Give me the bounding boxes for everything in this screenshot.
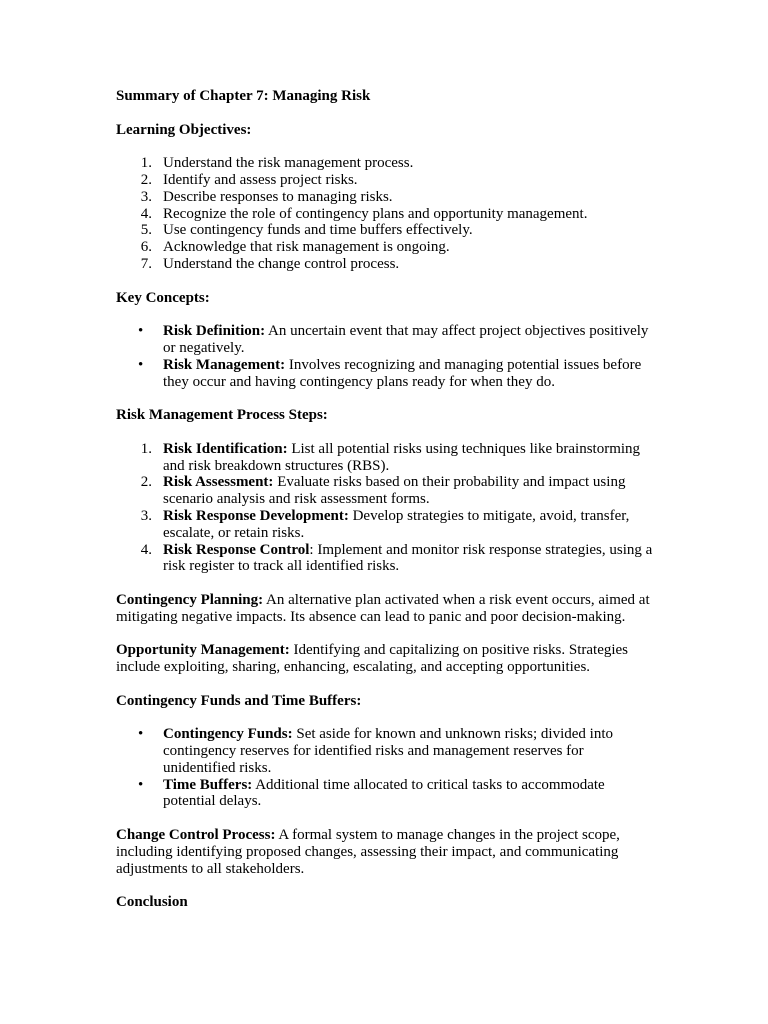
spacer — [116, 877, 656, 894]
funds-buffers-list — [116, 726, 656, 810]
term-description: List all potential risks using techniques like brainstorming and risk breakdown structures (RBS). — [163, 440, 641, 474]
bullet-icon: • — [138, 323, 144, 340]
term-label: Risk Definition: — [163, 323, 266, 340]
list-item — [116, 474, 656, 508]
list-number: 5. — [140, 222, 152, 239]
list-number: 1. — [140, 440, 152, 457]
list-number: 4. — [140, 541, 152, 558]
list-number: 6. — [140, 239, 152, 256]
spacer — [116, 273, 656, 290]
contingency-planning-paragraph — [116, 592, 656, 626]
list-item — [116, 172, 656, 189]
learning-objectives-list — [116, 155, 656, 273]
list-item — [116, 323, 656, 357]
list-number: 3. — [140, 507, 152, 524]
bullet-icon: • — [138, 776, 144, 793]
list-item — [116, 189, 656, 206]
term-description: A formal system to manage changes in the project scope, including identifying proposed changes, assessing their impact, and communicating adjustments to all stakeholders. — [116, 827, 620, 877]
term-description: Develop strategies to mitigate, avoid, transfer, escalate, or retain risks. — [163, 507, 630, 541]
process-steps-list — [116, 441, 656, 575]
list-item-text: Recognize the role of contingency plans and opportunity management. — [163, 205, 588, 222]
spacer — [116, 810, 656, 827]
term-description: Set aside for known and unknown risks; divided into contingency reserves for identified risks and management reserves for unidentified risks. — [163, 726, 613, 776]
bullet-icon: • — [138, 356, 144, 373]
spacer — [116, 306, 656, 323]
list-item — [116, 239, 656, 256]
list-number: 7. — [140, 255, 152, 272]
spacer — [116, 709, 656, 726]
document-title: Summary of Chapter 7: Managing Risk — [116, 88, 371, 104]
spacer — [116, 626, 656, 643]
bullet-icon: • — [138, 726, 144, 743]
term-label: Contingency Planning: — [116, 591, 264, 608]
term-label: Time Buffers: — [163, 776, 253, 793]
conclusion-heading: Conclusion — [116, 894, 188, 911]
term-description: Additional time allocated to critical tasks to accommodate potential delays. — [163, 776, 605, 810]
list-number: 3. — [140, 188, 152, 205]
list-item-text: Understand the risk management process. — [163, 155, 414, 172]
spacer — [116, 105, 656, 122]
list-item-text: Understand the change control process. — [163, 255, 400, 272]
list-item — [116, 222, 656, 239]
term-label: Risk Response Control — [163, 541, 310, 558]
term-label: Risk Identification: — [163, 440, 288, 457]
change-control-paragraph — [116, 827, 656, 877]
spacer — [116, 424, 656, 441]
list-number: 1. — [140, 155, 152, 172]
term-label: Risk Assessment: — [163, 474, 274, 491]
list-item — [116, 441, 656, 475]
term-label: Change Control Process: — [116, 827, 276, 844]
term-description: : Implement and monitor risk response strategies, using a risk register to track all identified risks. — [163, 541, 653, 575]
list-number: 2. — [140, 474, 152, 491]
key-concepts-heading: Key Concepts: — [116, 289, 210, 306]
spacer — [116, 138, 656, 155]
term-description: An alternative plan activated when a risk event occurs, aimed at mitigating negative impacts. Its absence can lead to panic and poor decision-making. — [116, 591, 650, 625]
list-item-text: Acknowledge that risk management is ongoing. — [163, 239, 450, 256]
term-label: Risk Response Development: — [163, 507, 349, 524]
spacer — [116, 575, 656, 592]
process-steps-heading: Risk Management Process Steps: — [116, 407, 328, 424]
list-item — [116, 155, 656, 172]
list-item — [116, 726, 656, 776]
term-label: Opportunity Management: — [116, 642, 290, 659]
list-item-text: Identify and assess project risks. — [163, 171, 358, 188]
opportunity-management-paragraph — [116, 642, 656, 676]
term-label: Risk Management: — [163, 356, 286, 373]
list-item-text: Describe responses to managing risks. — [163, 188, 393, 205]
list-item-text: Use contingency funds and time buffers effectively. — [163, 222, 473, 239]
learning-objectives-heading: Learning Objectives: — [116, 121, 252, 138]
list-item — [116, 508, 656, 542]
list-number: 2. — [140, 171, 152, 188]
spacer — [116, 676, 656, 693]
key-concepts-list — [116, 323, 656, 390]
term-description: Evaluate risks based on their probability and impact using scenario analysis and risk assessment forms. — [163, 474, 626, 508]
list-item — [116, 542, 656, 576]
list-item — [116, 206, 656, 223]
term-description: Involves recognizing and managing potential issues before they occur and having contingency plans ready for when they do. — [163, 356, 642, 390]
list-number: 4. — [140, 205, 152, 222]
list-item — [116, 357, 656, 391]
funds-buffers-heading: Contingency Funds and Time Buffers: — [116, 692, 362, 709]
document-page — [116, 88, 656, 911]
term-label: Contingency Funds: — [163, 726, 293, 743]
term-description: Identifying and capitalizing on positive risks. Strategies include exploiting, sharing, enhancing, escalating, and accepting opportunities. — [116, 642, 629, 676]
list-item — [116, 256, 656, 273]
term-description: An uncertain event that may affect project objectives positively or negatively. — [163, 323, 649, 356]
list-item — [116, 777, 656, 811]
spacer — [116, 390, 656, 407]
